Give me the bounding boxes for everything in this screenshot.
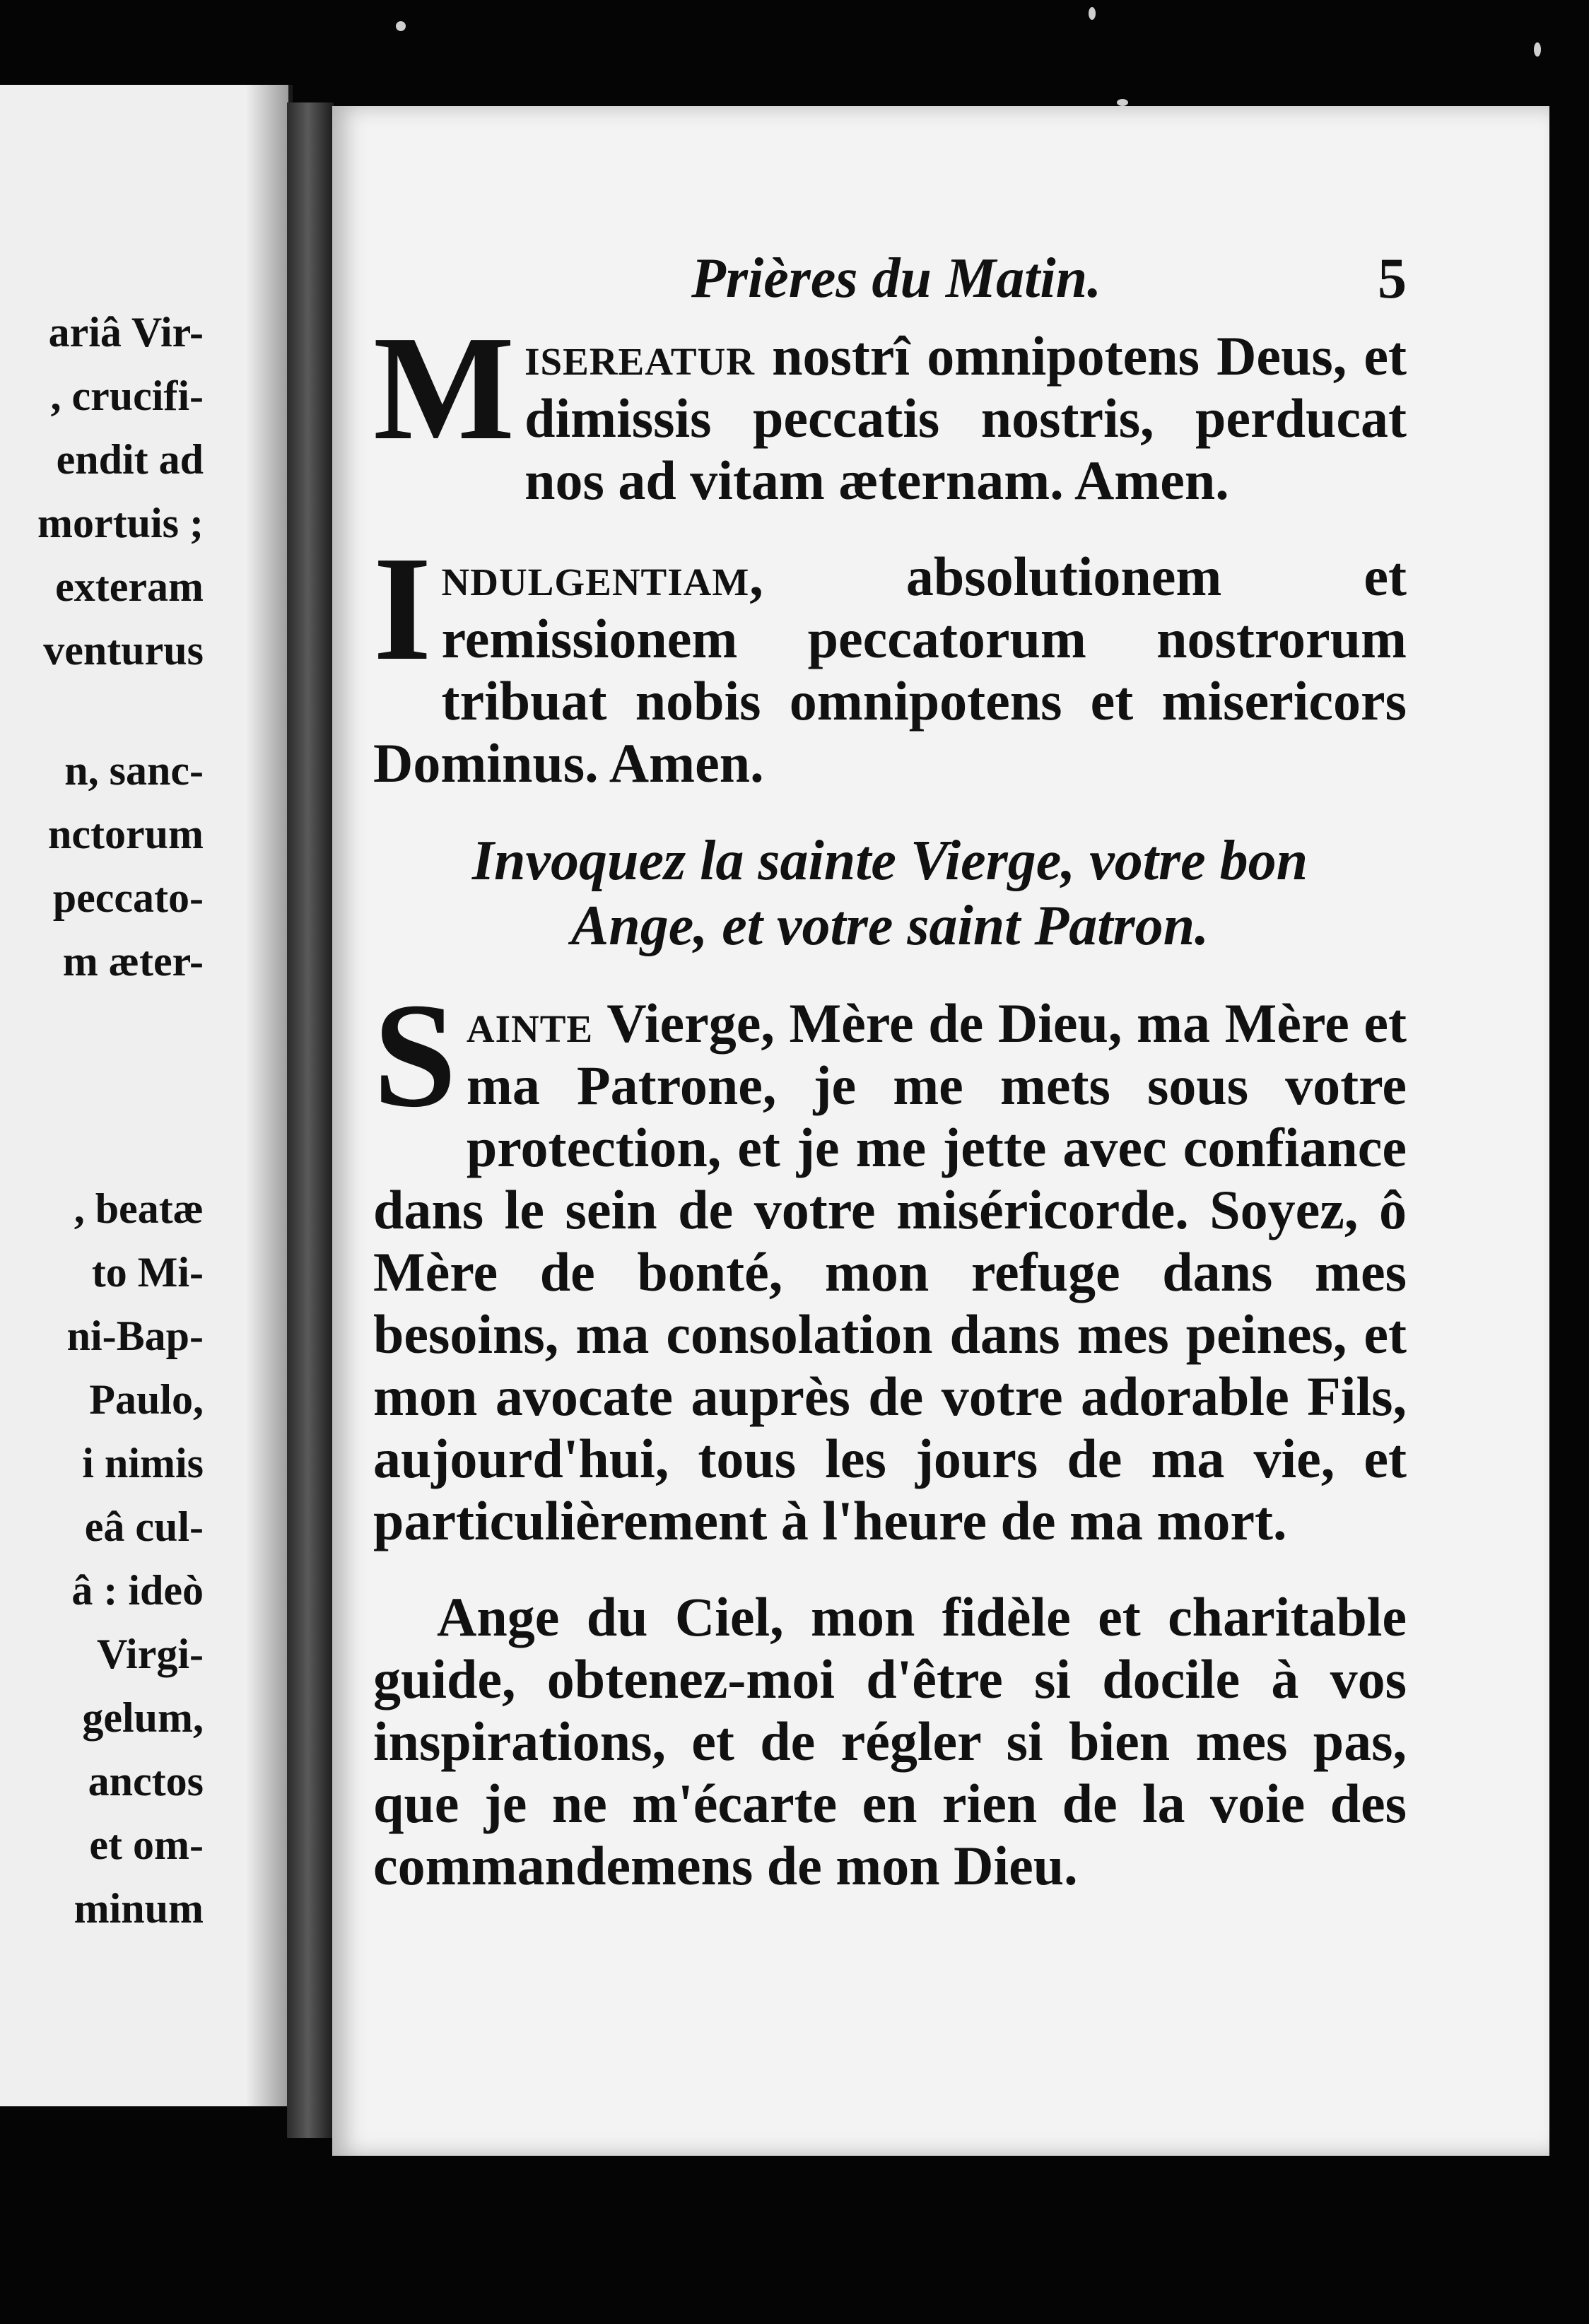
left-page-line: anctos [88, 1758, 204, 1804]
indulgentiam-prayer [373, 525, 1407, 794]
gutter-shadow [246, 85, 288, 2106]
dust-speck [1534, 42, 1541, 57]
small-caps-word: ainte [466, 992, 594, 1054]
dust-speck [396, 21, 406, 31]
running-head [373, 247, 1407, 318]
left-page-line: endit ad [56, 436, 204, 483]
dust-speck [1089, 7, 1096, 20]
left-page-line: , crucifi- [50, 372, 204, 419]
left-page-line: , beatæ [74, 1185, 204, 1232]
drop-cap: S [373, 972, 457, 1138]
left-page-line: nctorum [48, 811, 204, 857]
right-page [332, 106, 1549, 2156]
left-page-line: ariâ Vir- [48, 309, 204, 356]
left-page-line: gelum, [82, 1694, 204, 1741]
left-page-line: ni-Bap- [66, 1313, 204, 1359]
left-page-line: mortuis ; [37, 500, 204, 546]
left-page-line: venturus [43, 627, 204, 674]
small-caps-word: isereatur [524, 325, 755, 387]
left-page-line: exteram [55, 563, 204, 610]
book-spine [287, 102, 334, 2138]
left-page-line: i nimis [82, 1440, 204, 1486]
left-page-line: et om- [89, 1821, 204, 1868]
sainte-vierge-prayer [373, 972, 1407, 1552]
prayer-text: absolutionem et remissionem peccatorum nostrorum tribuat nobis omnipotens et misericors Dominus. Amen. [373, 546, 1407, 794]
left-page-line: Paulo, [89, 1376, 204, 1423]
rubric-line: Ange, et votre saint Patron. [570, 895, 1209, 957]
left-page-line: minum [74, 1885, 204, 1932]
misereatur-prayer [373, 305, 1407, 512]
drop-cap: I [373, 525, 432, 691]
small-caps-word: ndulgentiam, [441, 546, 764, 607]
rubric-line: Invoquez la sainte Vierge, votre bon [471, 830, 1308, 892]
left-page-line: to Mi- [91, 1249, 204, 1296]
left-page-line: Virgi- [96, 1631, 204, 1677]
page-number: 5 [1378, 246, 1407, 310]
ange-du-ciel-prayer: Ange du Ciel, mon fidèle et charitable guide, obtenez-moi d'être si docile à vos inspirations, et de régler si bien mes pas, que je ne m'écarte en rien de la voie des commandemens de mon Dieu. [373, 1586, 1407, 1896]
left-page-line: n, sanc- [64, 747, 204, 794]
page-content [373, 247, 1407, 1931]
prayer-text: Vierge, Mère de Dieu, ma Mère et ma Patrone, je me mets sous votre protection, et je me jette avec confiance dans le sein de votre miséricorde. Soyez, ô Mère de bonté, mon refuge dans mes besoins, ma consolation dans mes peines, et mon avocate auprès de votre adorable Fils, aujourd'hui, tous les jours de ma vie, et particulièrement à l'heure de ma mort. [373, 992, 1407, 1551]
left-page-line: m æter- [62, 938, 204, 985]
prayer-text: nostrî omnipotens Deus, et dimissis peccatis nostris, perducat nos ad vitam æternam. Amen. [524, 325, 1407, 511]
left-page-line: peccato- [52, 874, 204, 921]
left-page-line: eâ cul- [84, 1503, 204, 1550]
left-page-line: â : ideò [71, 1567, 204, 1614]
rubric-instruction [373, 828, 1407, 958]
dust-speck [1117, 99, 1128, 106]
left-facing-page [0, 85, 293, 2106]
running-title: Prières du Matin. [691, 247, 1102, 310]
drop-cap: M [373, 305, 515, 471]
